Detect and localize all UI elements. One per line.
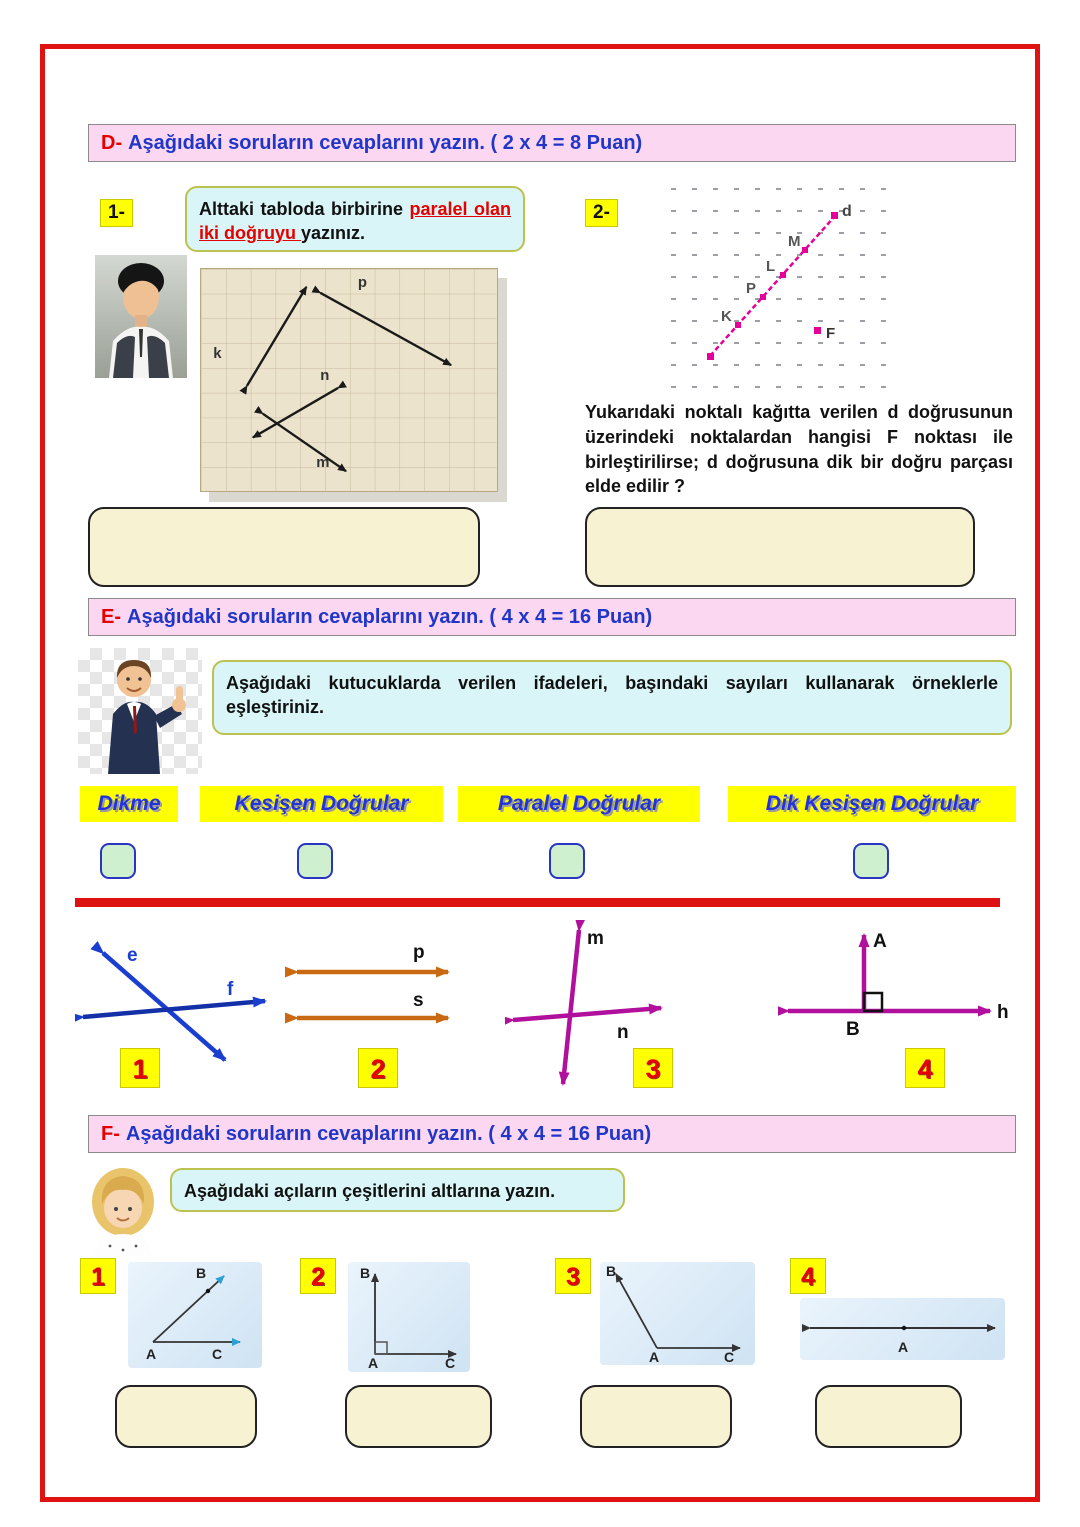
girl-portrait-image — [78, 1160, 168, 1256]
point-P-label: P — [746, 280, 757, 297]
question-2-dotted-figure — [665, 178, 895, 395]
line-m — [563, 930, 579, 1084]
angle-3-obtuse-figure — [600, 1262, 755, 1365]
section-f-prefix: F- — [101, 1123, 120, 1145]
line-d-end-point — [831, 212, 838, 219]
figure-4-perpendicular-line — [778, 925, 1013, 1050]
line-n-label: n — [617, 1022, 629, 1043]
line-s-label: s — [413, 990, 424, 1011]
point-M-label: M — [788, 233, 801, 250]
grid-label-p: p — [357, 274, 367, 291]
point-K-marker — [735, 322, 741, 328]
section-e-header — [88, 598, 1016, 636]
angle-1-point-A: A — [146, 1346, 157, 1362]
angle-3-point-A: A — [649, 1349, 660, 1365]
match-box-dik-kesisen[interactable] — [853, 843, 889, 879]
q1-bubble-text-1: Alttaki tabloda birbirine — [199, 199, 410, 219]
section-e-title: Aşağıdaki soruların cevaplarını yazın. ( 4 x 4 = 16 Puan) — [127, 606, 653, 628]
boy-portrait-drawing — [95, 255, 187, 378]
girl-portrait-drawing — [78, 1160, 168, 1256]
line-e-label: e — [127, 945, 138, 966]
question-1-number: 1- — [100, 199, 133, 227]
match-box-kesisen[interactable] — [297, 843, 333, 879]
figure-2-parallel-lines — [285, 938, 460, 1043]
figure-4-number: 4 — [905, 1048, 945, 1088]
section-f-header — [88, 1115, 1016, 1153]
angle-2-right-figure — [348, 1262, 470, 1372]
grid-label-m: m — [316, 455, 330, 472]
q1-bubble-text-highlight: paralel olan iki doğruyu — [199, 199, 511, 244]
grid-label-n: n — [320, 368, 330, 384]
category-kesisen-dogrular: Kesişen Doğrular — [200, 786, 443, 822]
angle-2-point-B: B — [360, 1265, 371, 1281]
section-d-prefix: D- — [101, 132, 123, 154]
section-e-prefix: E- — [101, 606, 121, 628]
point-F-label: F — [826, 325, 836, 342]
angle-2-point-C: C — [445, 1355, 456, 1371]
figure-1-intersecting-lines — [75, 935, 275, 1070]
man-thumbs-up-image — [78, 648, 202, 774]
figure-3-number: 3 — [633, 1048, 673, 1088]
question-2-text: Yukarıdaki noktalı kağıtta verilen d doğrusunun üzerindeki noktalardan hangisi F noktası ile birleştirilirse; d doğrusuna dik bir doğru parçası elde edilir ? — [585, 402, 1013, 497]
angle-2-point-A: A — [368, 1355, 379, 1371]
angle-1-card — [128, 1262, 262, 1368]
angle-3-number: 3 — [555, 1258, 591, 1294]
category-dikme: Dikme — [80, 786, 178, 822]
section-d-title: Aşağıdaki soruların cevaplarını yazın. ( 2 x 4 = 8 Puan) — [128, 132, 643, 154]
line-n — [513, 1008, 661, 1020]
red-divider-line — [75, 898, 1000, 907]
answer-box-f3[interactable] — [580, 1385, 732, 1448]
angle-3-point-C: C — [724, 1349, 735, 1365]
category-paralel-dogrular: Paralel Doğrular — [458, 786, 700, 822]
angle-4-straight-figure — [800, 1298, 1005, 1360]
match-box-paralel[interactable] — [549, 843, 585, 879]
question-2-number: 2- — [585, 199, 618, 227]
point-B-label: B — [846, 1019, 860, 1040]
line-m-label: m — [587, 928, 604, 949]
angle-2-number: 2 — [300, 1258, 336, 1294]
line-d-end-point — [707, 353, 714, 360]
answer-box-d1[interactable] — [88, 507, 480, 587]
answer-box-d2[interactable] — [585, 507, 975, 587]
line-f-label: f — [227, 979, 234, 1000]
angle-1-point-C: C — [212, 1346, 223, 1362]
angle-3-card — [600, 1262, 755, 1365]
point-P-marker — [760, 294, 766, 300]
answer-box-f1[interactable] — [115, 1385, 257, 1448]
line-d-label: d — [842, 203, 852, 220]
line-p-label: p — [413, 942, 425, 963]
figure-2-number: 2 — [358, 1048, 398, 1088]
grid-label-k: k — [213, 346, 222, 363]
angle-1-acute-figure — [128, 1262, 262, 1368]
angle-2-card — [348, 1262, 470, 1372]
angle-4-point-A: A — [898, 1339, 909, 1355]
section-f-title: Aşağıdaki soruların cevaplarını yazın. ( 4 x 4 = 16 Puan) — [125, 1123, 652, 1145]
angle-4-card — [800, 1298, 1005, 1360]
section-d-header — [88, 124, 1016, 162]
question-1-grid-figure — [200, 268, 498, 492]
figure-1-number: 1 — [120, 1048, 160, 1088]
angle-1-point-B: B — [196, 1265, 207, 1281]
point-F-marker — [814, 327, 821, 334]
section-f-instruction-bubble: Aşağıdaki açıların çeşitlerini altlarına yazın. — [170, 1168, 625, 1212]
right-angle-square — [864, 993, 882, 1011]
point-K-label: K — [721, 308, 732, 325]
angle-1-number: 1 — [80, 1258, 116, 1294]
answer-box-f4[interactable] — [815, 1385, 962, 1448]
match-box-dikme[interactable] — [100, 843, 136, 879]
category-dik-kesisen-dogrular: Dik Kesişen Doğrular — [728, 786, 1016, 822]
section-e-instruction-bubble: Aşağıdaki kutucuklarda verilen ifadeleri, başındaki sayıları kullanarak örneklerle eşleştiriniz. — [212, 660, 1012, 735]
angle-4-number: 4 — [790, 1258, 826, 1294]
ray-A-label: A — [873, 931, 887, 952]
line-h-label: h — [997, 1002, 1009, 1023]
q1-bubble-text-2: yazınız. — [301, 223, 366, 244]
point-M-marker — [802, 247, 808, 253]
angle-3-point-B: B — [606, 1263, 617, 1279]
question-1-bubble — [185, 186, 525, 252]
man-thumbs-up-drawing — [78, 648, 202, 774]
point-L-marker — [780, 272, 786, 278]
boy-portrait-image — [95, 255, 187, 378]
answer-box-f2[interactable] — [345, 1385, 492, 1448]
point-L-label: L — [766, 258, 776, 275]
